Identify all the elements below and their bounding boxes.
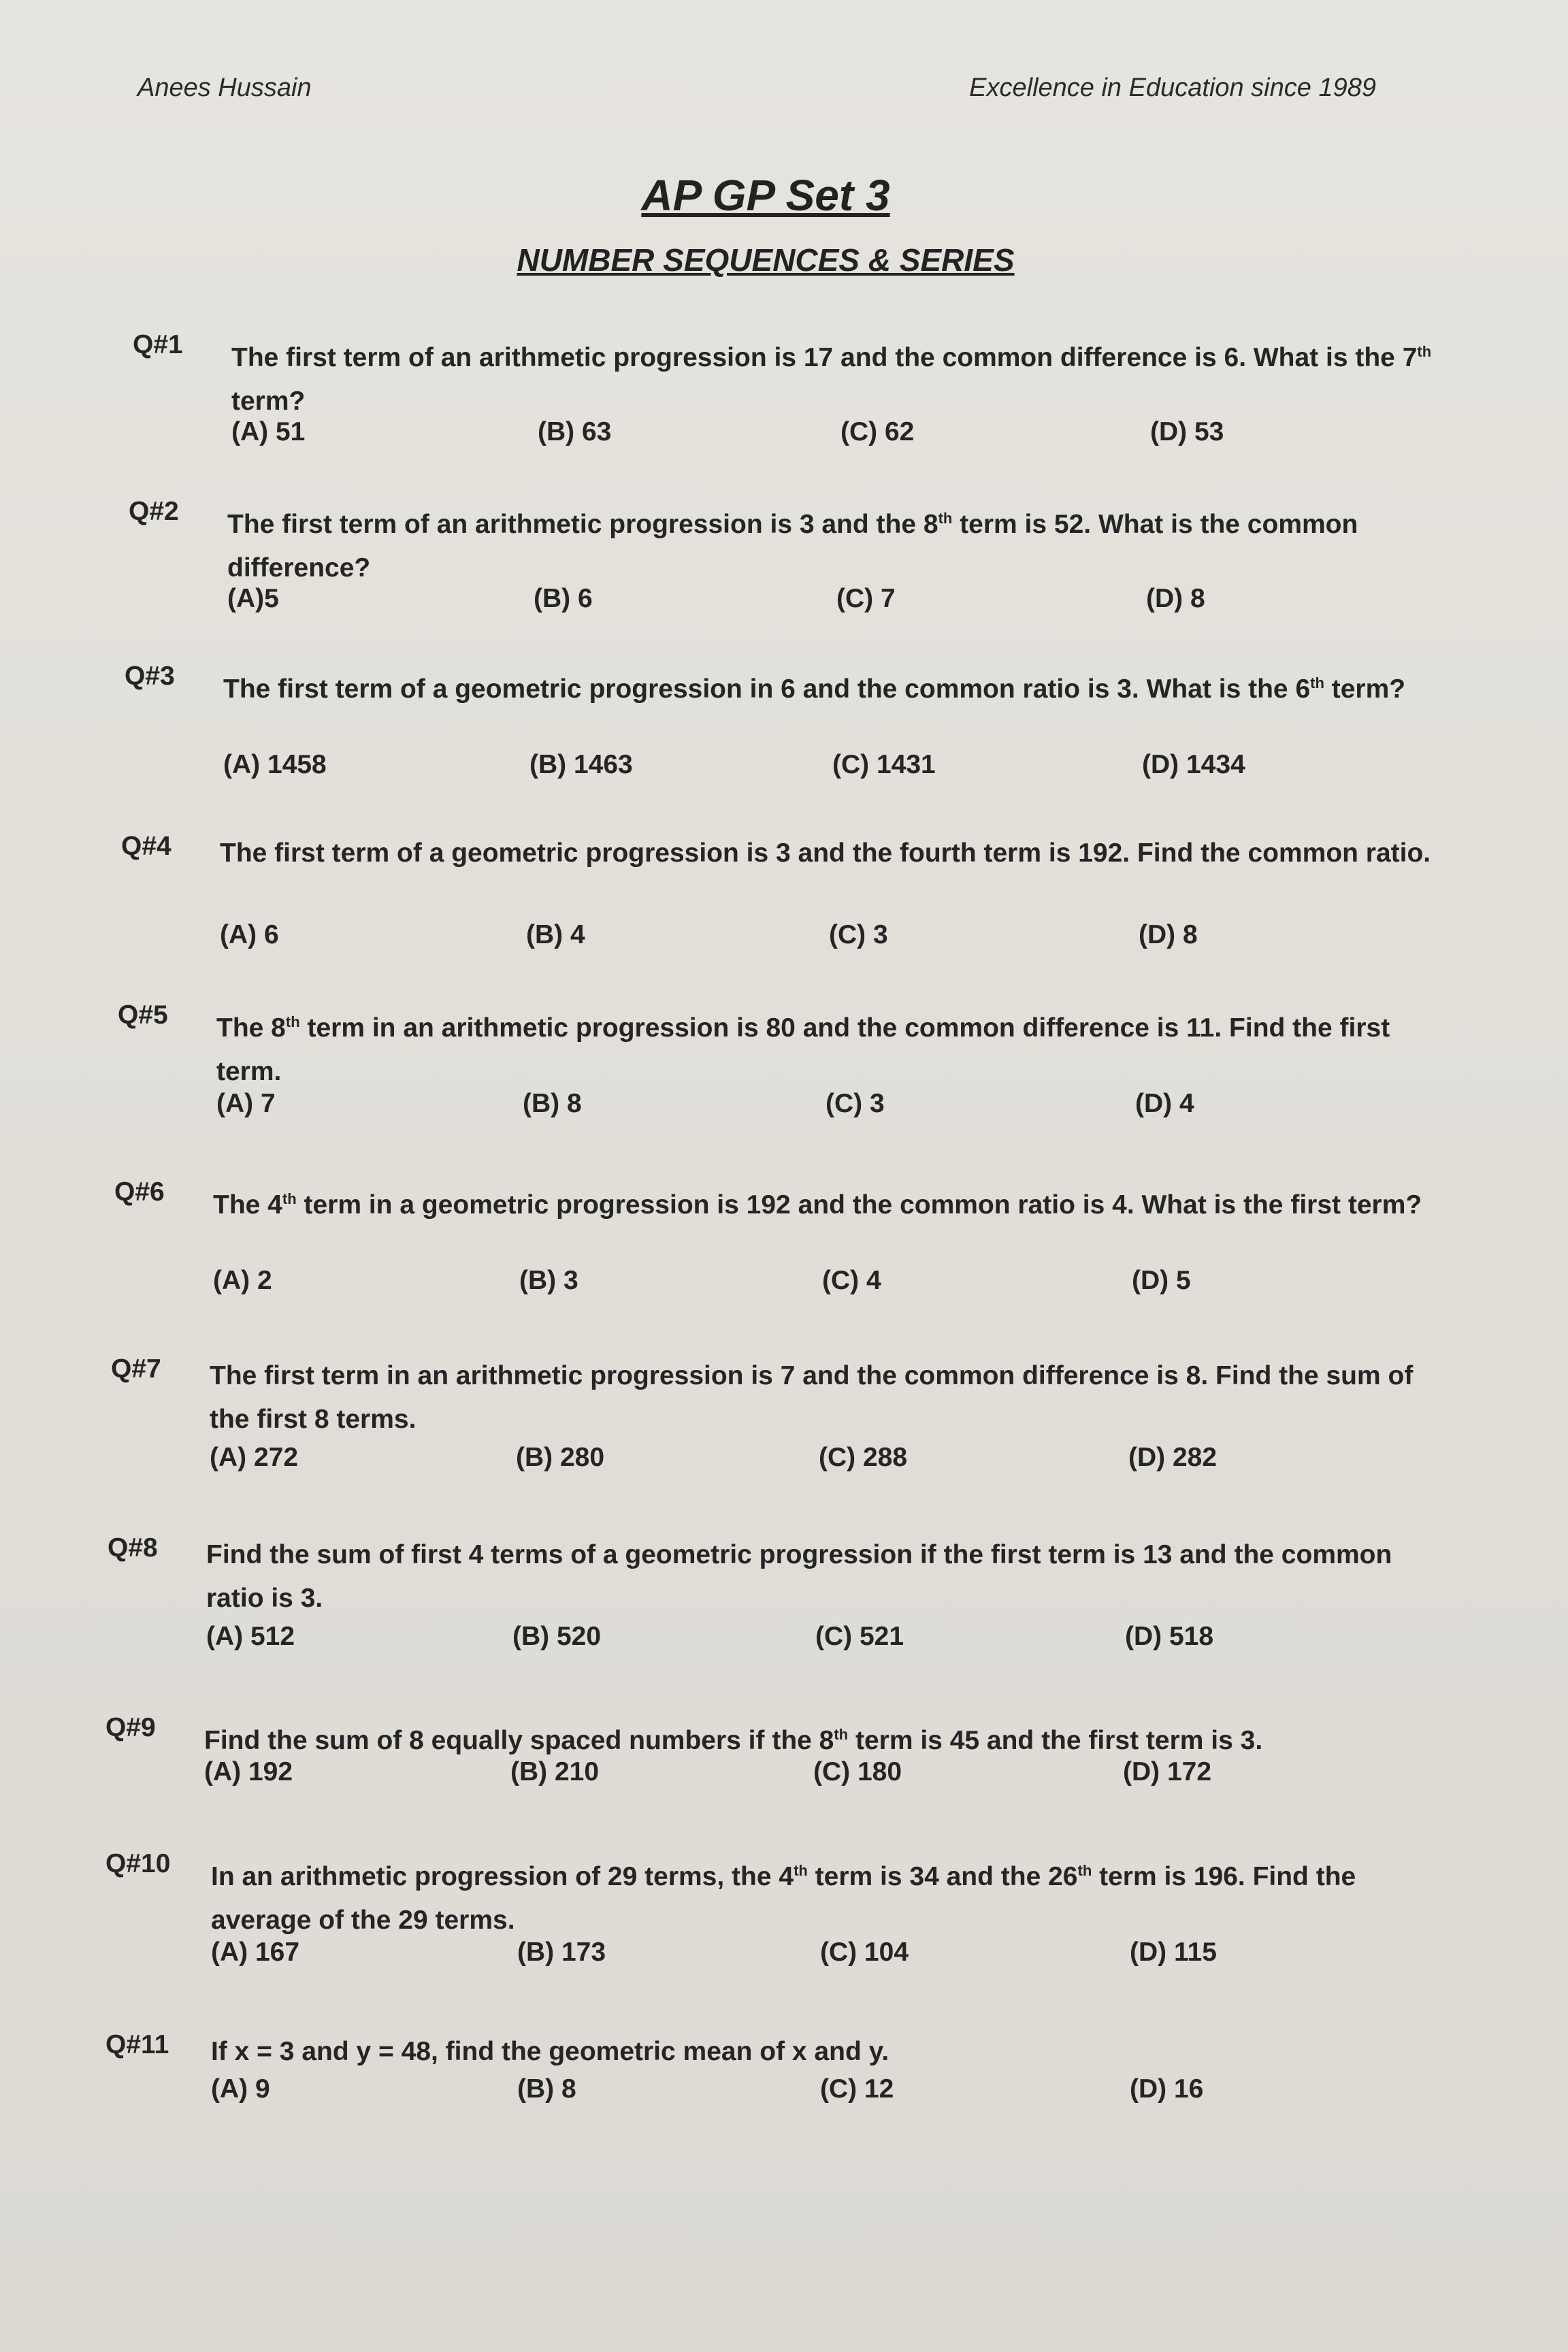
question-number: Q#5 (118, 1000, 168, 1030)
option-c[interactable]: (C) 4 (822, 1266, 881, 1295)
question-number: Q#2 (129, 497, 179, 526)
question-text: The first term of a geometric progression in 6 and the common ratio is 3. What is the 6th term? (223, 674, 1406, 704)
option-b[interactable]: (B) 173 (517, 1938, 606, 1967)
author-name: Anees Hussain (137, 74, 312, 102)
question-7 (111, 1354, 1458, 1484)
option-d[interactable]: (D) 5 (1132, 1266, 1191, 1295)
option-d[interactable]: (D) 172 (1123, 1757, 1212, 1786)
option-a[interactable]: (A) 51 (231, 417, 306, 446)
option-c[interactable]: (C) 3 (829, 920, 888, 949)
answer-options (213, 1266, 1384, 1300)
answer-options (211, 1938, 1382, 1972)
option-b[interactable]: (B) 8 (523, 1089, 582, 1118)
option-b[interactable]: (B) 63 (538, 417, 612, 446)
option-a[interactable]: (A) 1458 (223, 750, 327, 779)
page-title: AP GP Set 3 (641, 171, 890, 220)
option-b[interactable]: (B) 280 (516, 1443, 605, 1472)
question-text: If x = 3 and y = 48, find the geometric mean of x and y. (211, 2037, 889, 2066)
question-number: Q#3 (125, 662, 175, 691)
option-c[interactable]: (C) 1431 (832, 750, 936, 779)
question-text: The first term in an arithmetic progression is 7 and the common difference is 8. Find the sum of the first 8 terms. (210, 1361, 1414, 1434)
question-11 (105, 2030, 1453, 2119)
question-number: Q#6 (114, 1177, 165, 1207)
question-text: The 4th term in a geometric progression is 192 and the common ratio is 4. What is the first term? (213, 1190, 1422, 1220)
question-text: The first term of an arithmetic progression is 3 and the 8th term is 52. What is the common difference? (227, 510, 1358, 583)
option-d[interactable]: (D) 115 (1130, 1938, 1217, 1967)
option-a[interactable]: (A)5 (227, 584, 279, 613)
option-c[interactable]: (C) 62 (840, 417, 915, 446)
option-d[interactable]: (D) 16 (1130, 2074, 1204, 2104)
option-d[interactable]: (D) 8 (1139, 920, 1198, 949)
answer-options (206, 1622, 1377, 1656)
option-b[interactable]: (B) 1463 (529, 750, 633, 779)
page-subtitle: NUMBER SEQUENCES & SERIES (517, 242, 1015, 278)
question-text: In an arithmetic progression of 29 terms, the 4th term is 34 and the 26th term is 196. Find the average of the 29 terms. (211, 1862, 1356, 1935)
option-d[interactable]: (D) 518 (1125, 1622, 1214, 1651)
answer-options (211, 2074, 1382, 2108)
question-9 (105, 1713, 1453, 1801)
question-number: Q#7 (111, 1354, 161, 1384)
question-number: Q#8 (108, 1533, 158, 1563)
question-text: The first term of a geometric progression is 3 and the fourth term is 192. Find the common ratio. (220, 838, 1431, 868)
question-text: Find the sum of first 4 terms of a geometric progression if the first term is 13 and the common ratio is 3. (206, 1540, 1392, 1613)
option-d[interactable]: (D) 1434 (1142, 750, 1245, 779)
question-number: Q#9 (105, 1713, 156, 1742)
question-number: Q#10 (105, 1849, 171, 1878)
question-1 (133, 330, 1480, 459)
question-4 (121, 832, 1469, 961)
option-b[interactable]: (B) 6 (534, 584, 593, 613)
option-b[interactable]: (B) 3 (519, 1266, 578, 1295)
option-b[interactable]: (B) 8 (517, 2074, 576, 2104)
question-text: The 8th term in an arithmetic progression is 80 and the common difference is 11. Find the first term. (216, 1013, 1390, 1086)
option-d[interactable]: (D) 4 (1135, 1089, 1194, 1118)
option-d[interactable]: (D) 8 (1146, 584, 1205, 613)
option-c[interactable]: (C) 180 (813, 1757, 902, 1786)
answer-options (223, 750, 1394, 784)
option-c[interactable]: (C) 104 (820, 1938, 909, 1967)
question-3 (125, 662, 1472, 791)
question-number: Q#11 (105, 2030, 169, 2059)
option-a[interactable]: (A) 9 (211, 2074, 270, 2104)
option-c[interactable]: (C) 288 (819, 1443, 908, 1472)
question-number: Q#1 (133, 330, 183, 359)
option-a[interactable]: (A) 2 (213, 1266, 272, 1295)
answer-options (227, 584, 1398, 618)
answer-options (231, 417, 1402, 451)
question-5 (118, 1000, 1465, 1130)
header-tagline: Excellence in Education since 1989 (969, 74, 1376, 102)
question-text: The first term of an arithmetic progression is 17 and the common difference is 6. What is the 7th term? (231, 343, 1432, 416)
option-b[interactable]: (B) 210 (510, 1757, 600, 1786)
option-c[interactable]: (C) 3 (826, 1089, 885, 1118)
answer-options (210, 1443, 1380, 1477)
option-a[interactable]: (A) 272 (210, 1443, 299, 1472)
option-a[interactable]: (A) 6 (220, 920, 279, 949)
option-c[interactable]: (C) 521 (815, 1622, 904, 1651)
question-number: Q#4 (121, 832, 172, 861)
question-text: Find the sum of 8 equally spaced numbers if the 8th term is 45 and the first term is 3. (204, 1726, 1263, 1755)
question-6 (114, 1177, 1462, 1307)
answer-options (204, 1757, 1375, 1791)
option-c[interactable]: (C) 12 (820, 2074, 894, 2104)
answer-options (216, 1089, 1387, 1123)
question-10 (105, 1849, 1453, 1978)
option-b[interactable]: (B) 4 (526, 920, 585, 949)
answer-options (220, 920, 1390, 954)
option-c[interactable]: (C) 7 (836, 584, 896, 613)
option-b[interactable]: (B) 520 (512, 1622, 602, 1651)
question-8 (108, 1533, 1455, 1663)
option-d[interactable]: (D) 53 (1150, 417, 1224, 446)
option-a[interactable]: (A) 7 (216, 1089, 276, 1118)
question-2 (129, 497, 1476, 626)
option-d[interactable]: (D) 282 (1128, 1443, 1218, 1472)
option-a[interactable]: (A) 512 (206, 1622, 295, 1651)
option-a[interactable]: (A) 167 (211, 1938, 300, 1967)
option-a[interactable]: (A) 192 (204, 1757, 293, 1786)
